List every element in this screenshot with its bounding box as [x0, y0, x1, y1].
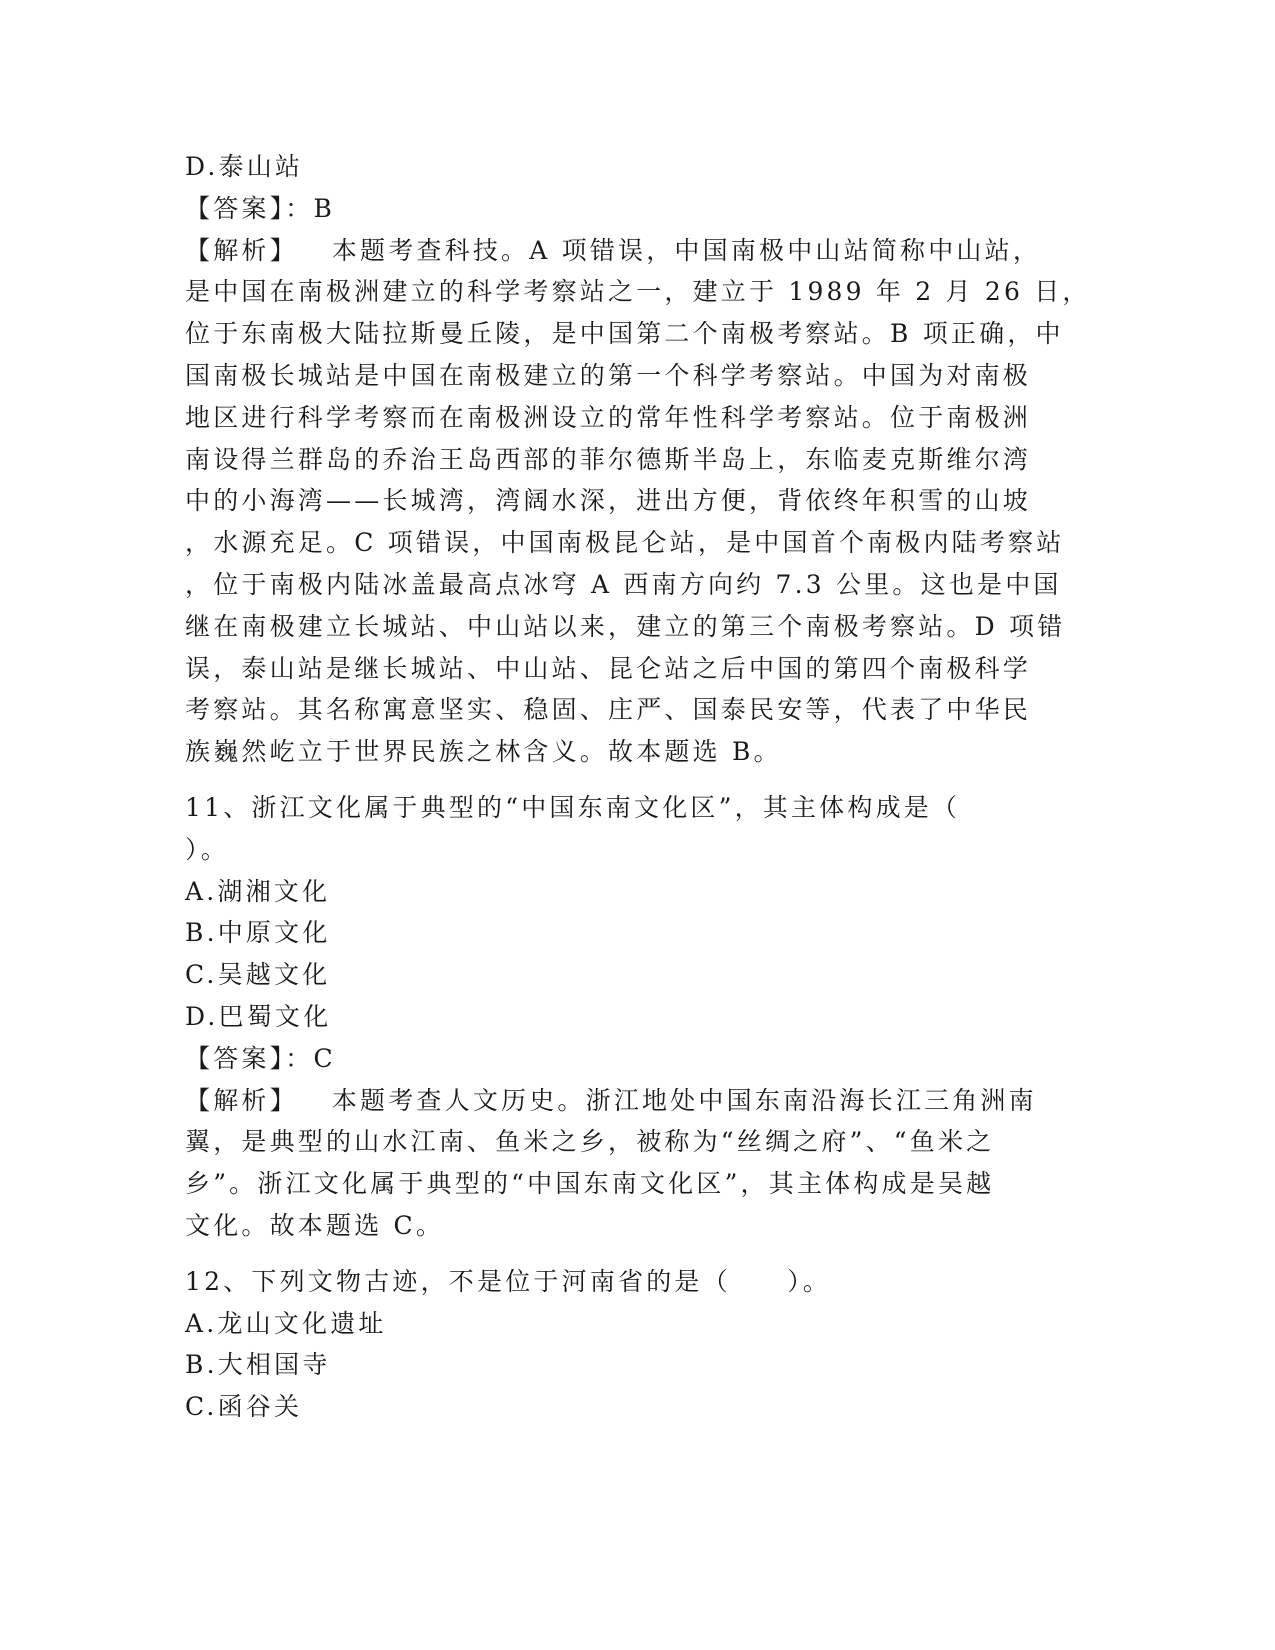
q10-analysis-line: 南设得兰群岛的乔治王岛西部的菲尔德斯半岛上，东临麦克斯维尔湾 [185, 444, 1032, 474]
q11-analysis-text: 本题考查人文历史。浙江地处中国东南沿海长江三角洲南 [331, 1085, 1037, 1115]
q10-analysis-line: ，位于南极内陆冰盖最高点冰穹 A 西南方向约 7.3 公里。这也是中国 [185, 569, 1062, 599]
q10-answer: 【答案】：B [185, 193, 336, 223]
q10-analysis-line [185, 230, 1085, 272]
q12-question: 12、下列文物古迹，不是位于河南省的是（ ）。 [185, 1266, 832, 1296]
q10-analysis-line: 考察站。其名称寓意坚实、稳固、庄严、国泰民安等，代表了中华民 [185, 695, 1032, 725]
q10-analysis-line: 位于东南极大陆拉斯曼丘陵，是中国第二个南极考察站。B 项正确，中 [185, 319, 1064, 349]
q11-question-line: 11、浙江文化属于典型的“中国东南文化区”，其主体构成是（ [185, 792, 961, 822]
q10-analysis-line: 国南极长城站是中国在南极建立的第一个科学考察站。中国为对南极 [185, 360, 1032, 390]
q12-option-b: B.大相国寺 [185, 1350, 331, 1380]
q11-analysis-line: 翼，是典型的山水江南、鱼米之乡，被称为“丝绸之府”、“鱼米之 [185, 1127, 995, 1157]
q11-analysis-line [185, 1080, 1085, 1122]
document-content [185, 146, 1091, 1428]
q11-option-b: B.中原文化 [185, 918, 331, 948]
q10-analysis-label: 【解析】 [185, 235, 298, 265]
question-spacer [185, 1247, 1085, 1261]
q10-analysis-line: 中的小海湾——长城湾，湾阔水深，进出方便，背依终年积雪的山坡 [185, 486, 1032, 516]
q11-option-a: A.湖湘文化 [185, 876, 331, 906]
q10-analysis-line: ，水源充足。C 项错误，中国南极昆仑站，是中国首个南极内陆考察站 [185, 528, 1065, 558]
q11-option-c: C.吴越文化 [185, 960, 331, 990]
q11-analysis-line: 文化。故本题选 C。 [185, 1210, 445, 1240]
q10-analysis-line: 地区进行科学考察而在南极洲设立的常年性科学考察站。位于南极洲 [185, 402, 1032, 432]
question-spacer [185, 773, 1085, 787]
q12-option-a: A.龙山文化遗址 [185, 1308, 387, 1338]
q10-analysis-text: 本题考查科技。A 项错误，中国南极中山站简称中山站， [331, 235, 1042, 265]
q10-option-d: D.泰山站 [185, 152, 304, 181]
q10-analysis-line: 是中国在南极洲建立的科学考察站之一，建立于 1989 年 2 月 26 日， [185, 277, 1091, 307]
q12-option-c: C.函谷关 [185, 1392, 303, 1422]
q10-analysis-line: 族巍然屹立于世界民族之林含义。故本题选 B。 [185, 737, 782, 767]
q11-analysis-label: 【解析】 [185, 1085, 298, 1115]
q11-answer: 【答案】：C [185, 1043, 336, 1073]
q10-analysis-line: 继在南极建立长城站、中山站以来，建立的第三个南极考察站。D 项错 [185, 611, 1066, 641]
q10-analysis-line: 误，泰山站是继长城站、中山站、昆仑站之后中国的第四个南极科学 [185, 653, 1032, 683]
q11-question-line: ）。 [185, 834, 229, 864]
q11-analysis-line: 乡”。浙江文化属于典型的“中国东南文化区”，其主体构成是吴越 [185, 1169, 995, 1199]
q11-option-d: D.巴蜀文化 [185, 1001, 332, 1031]
